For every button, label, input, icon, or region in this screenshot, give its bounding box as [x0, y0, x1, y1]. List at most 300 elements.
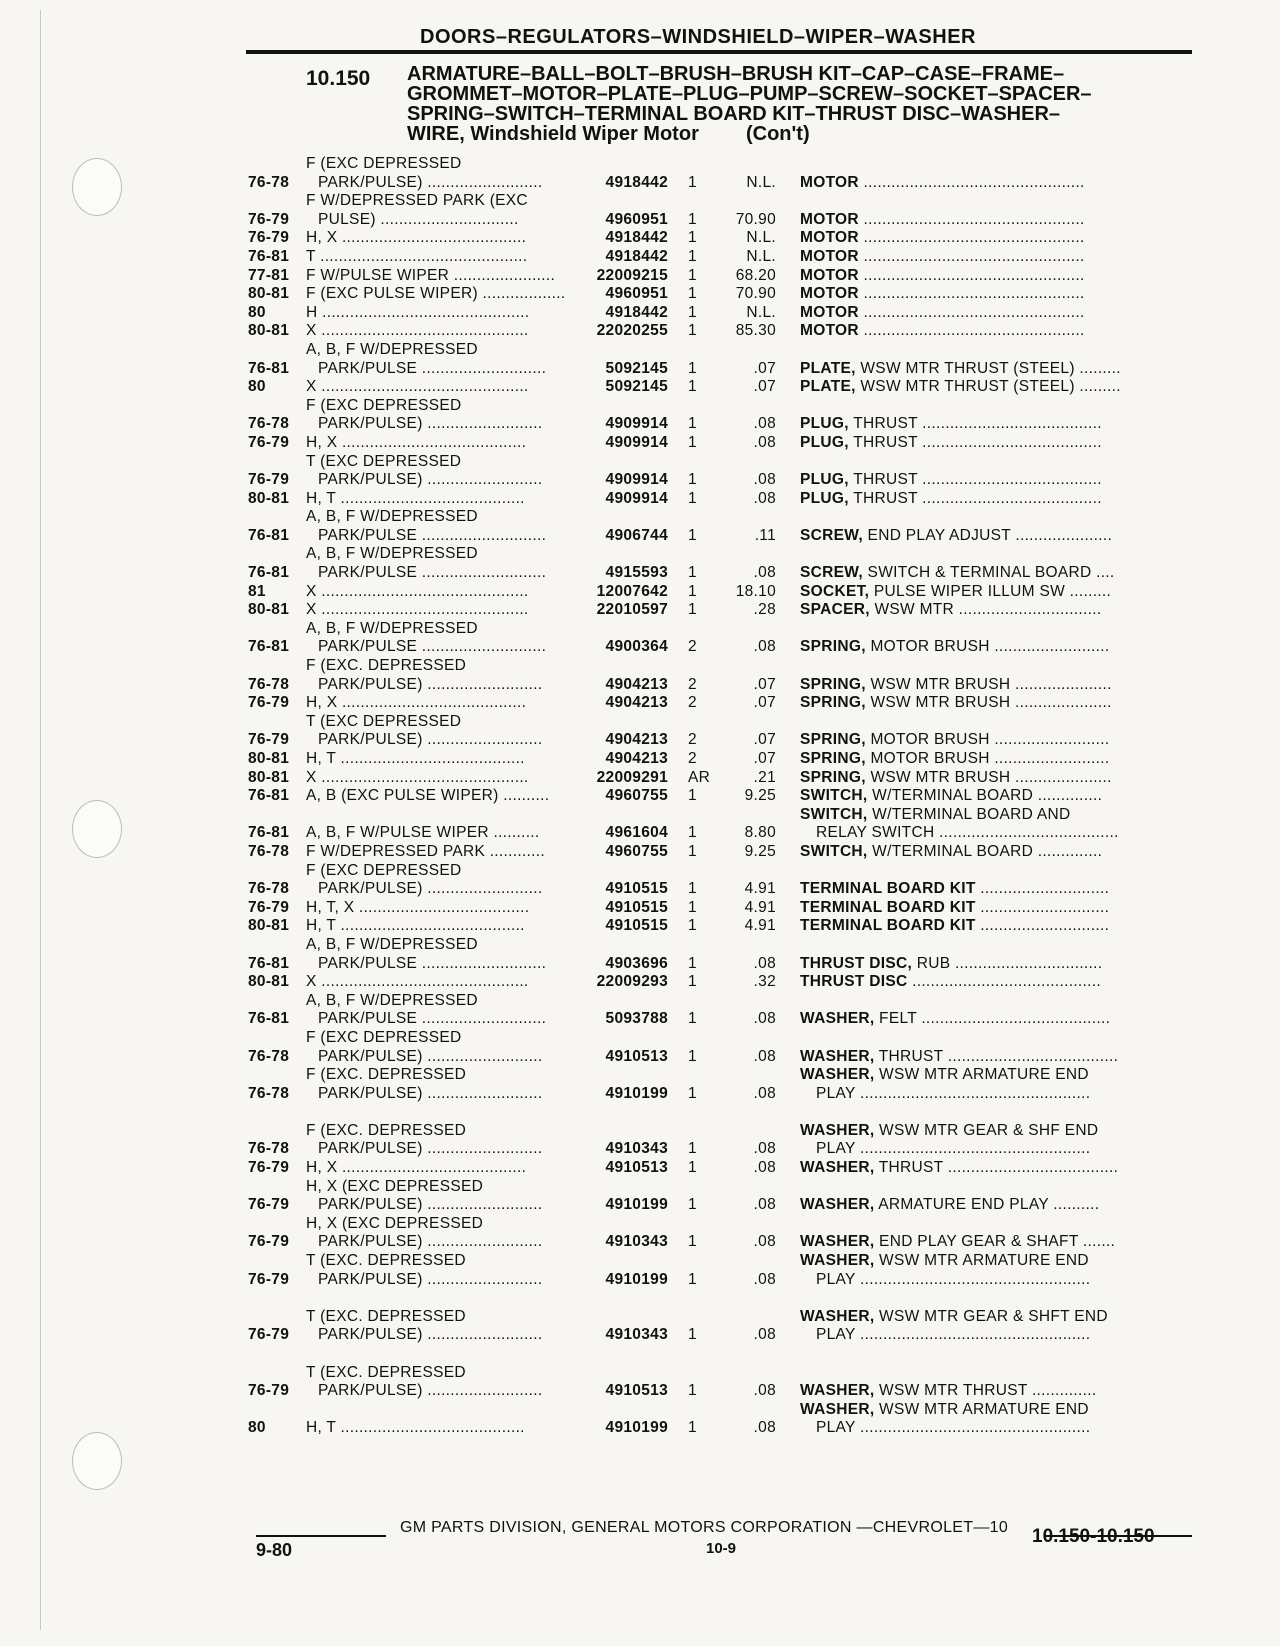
model-years: 76-79 [248, 210, 290, 228]
model-years: 80 [248, 303, 266, 321]
fitment [306, 229, 580, 248]
fitment-text: H, T ........................................ [306, 1419, 525, 1437]
item-detail: PULSE WIPER ILLUM SW ......... [869, 582, 1112, 600]
fitment-text: A, B, F W/DEPRESSED [306, 340, 478, 358]
fitment [306, 713, 580, 750]
fitment-text: T (EXC DEPRESSED [306, 452, 462, 470]
quantity: 1 [688, 266, 697, 284]
fitment-text-cont: PARK/PULSE) ......................... [318, 471, 543, 489]
item-detail: MOTOR BRUSH ......................... [865, 731, 1110, 749]
item-detail: WSW MTR ARMATURE END [874, 1066, 1089, 1084]
part-number: 4960755 [605, 787, 668, 805]
item-name: WASHER, [800, 1252, 875, 1270]
item-detail: WSW MTR ARMATURE END [874, 1252, 1089, 1270]
fitment-text: T (EXC. DEPRESSED [306, 1363, 466, 1381]
model-years: 76-79 [248, 1270, 290, 1288]
quantity: AR [688, 768, 711, 786]
parts-row [248, 229, 1192, 248]
item-description [776, 304, 1178, 323]
fitment-text: X ............................................. [306, 322, 529, 340]
fitment-text-cont: PARK/PULSE) ......................... [318, 1270, 543, 1288]
quantity: 1 [688, 601, 697, 619]
item-name: PLATE, [800, 378, 856, 396]
item-description [776, 955, 1178, 974]
item-name: WASHER, [800, 1159, 875, 1177]
model-years: 76-78 [248, 1140, 290, 1158]
quantity: 1 [688, 303, 697, 321]
fitment [306, 657, 580, 694]
item-name: WASHER, [800, 1066, 875, 1084]
parts-row [248, 192, 1192, 229]
item-name: THRUST DISC [800, 973, 908, 991]
price: .07 [753, 359, 776, 377]
parts-row [248, 917, 1192, 936]
price: .08 [753, 1382, 776, 1400]
item-name: PLUG, [800, 471, 849, 489]
section-title-line [407, 124, 1187, 144]
parts-row [248, 545, 1192, 582]
item-description [776, 1010, 1178, 1029]
parts-row [248, 806, 1192, 843]
quantity: 1 [688, 824, 697, 842]
fitment [306, 787, 580, 806]
model-years: 76-78 [248, 173, 290, 191]
part-number: 4910515 [605, 898, 668, 916]
item-detail: THRUST ....................................... [848, 433, 1102, 451]
parts-row [248, 657, 1192, 694]
fitment-text-cont: PARK/PULSE) ......................... [318, 731, 543, 749]
price: .08 [753, 1140, 776, 1158]
item-description [776, 787, 1178, 806]
item-description [776, 1122, 1178, 1159]
fitment-text: X ............................................. [306, 601, 529, 619]
model-years: 76-78 [248, 1084, 290, 1102]
parts-row [248, 397, 1192, 434]
item-name: TERMINAL BOARD KIT [800, 898, 976, 916]
quantity: 2 [688, 675, 697, 693]
item-name: WASHER, [800, 1047, 875, 1065]
quantity: 1 [688, 1382, 697, 1400]
item-description [776, 880, 1178, 899]
model-years: 76-81 [248, 954, 290, 972]
price: .08 [753, 1326, 776, 1344]
quantity: 1 [688, 1233, 697, 1251]
item-detail: ................................................ [858, 322, 1085, 340]
item-description [776, 1252, 1178, 1289]
fitment-text-cont: PARK/PULSE) ......................... [318, 1233, 543, 1251]
fitment-text: T (EXC DEPRESSED [306, 712, 462, 730]
fitment [306, 843, 580, 862]
item-name: SPRING, [800, 731, 866, 749]
quantity: 1 [688, 1326, 697, 1344]
model-years: 76-78 [248, 1047, 290, 1065]
item-name: MOTOR [800, 247, 859, 265]
parts-row [248, 1066, 1192, 1103]
part-number: 4910199 [605, 1270, 668, 1288]
item-description [776, 750, 1178, 769]
fitment-text: A, B, F W/DEPRESSED [306, 991, 478, 1009]
item-name: SPRING, [800, 694, 866, 712]
model-years: 76-79 [248, 731, 290, 749]
fitment [306, 1252, 580, 1289]
item-name: MOTOR [800, 210, 859, 228]
fitment [306, 750, 580, 769]
quantity: 1 [688, 433, 697, 451]
item-detail: ................................................ [858, 303, 1085, 321]
item-description [776, 899, 1178, 918]
item-name: SCREW, [800, 526, 863, 544]
item-description [776, 806, 1178, 843]
fitment [306, 1419, 580, 1438]
item-name: WASHER, [800, 1233, 875, 1251]
price: .08 [753, 1270, 776, 1288]
item-description [776, 434, 1178, 453]
part-number: 4910513 [605, 1047, 668, 1065]
fitment [306, 397, 580, 434]
item-detail: WSW MTR BRUSH ..................... [865, 694, 1112, 712]
item-description [776, 1233, 1178, 1252]
fitment [306, 769, 580, 788]
fitment [306, 155, 580, 192]
part-number: 4909914 [605, 433, 668, 451]
parts-row [248, 322, 1192, 341]
item-name: WASHER, [800, 1121, 875, 1139]
fitment-text: F (EXC DEPRESSED [306, 396, 462, 414]
quantity: 1 [688, 173, 697, 191]
fitment [306, 862, 580, 899]
quantity: 1 [688, 247, 697, 265]
item-detail: WSW MTR THRUST .............. [874, 1382, 1097, 1400]
item-detail: WSW MTR BRUSH ..................... [865, 675, 1112, 693]
price: .08 [753, 433, 776, 451]
part-number: 5092145 [605, 378, 668, 396]
part-number: 4915593 [605, 564, 668, 582]
model-years: 76-81 [248, 359, 290, 377]
item-description [776, 973, 1178, 992]
part-number: 22010597 [596, 601, 668, 619]
parts-row [248, 248, 1192, 267]
model-years: 80-81 [248, 322, 290, 340]
item-detail: END PLAY ADJUST ..................... [862, 526, 1113, 544]
price: .08 [753, 489, 776, 507]
fitment [306, 545, 580, 582]
part-number: 22009293 [596, 973, 668, 991]
item-description [776, 360, 1178, 379]
fitment-text-cont: PARK/PULSE ........................... [318, 526, 547, 544]
item-description [776, 471, 1178, 490]
quantity: 1 [688, 973, 697, 991]
fitment-text: F (EXC PULSE WIPER) .................. [306, 285, 566, 303]
model-years: 80-81 [248, 489, 290, 507]
price: .21 [753, 768, 776, 786]
price: .08 [753, 638, 776, 656]
fitment-text: H, X (EXC DEPRESSED [306, 1214, 484, 1232]
model-years: 76-79 [248, 1326, 290, 1344]
fitment-text: T ............................................. [306, 247, 528, 265]
quantity: 1 [688, 359, 697, 377]
model-years: 76-81 [248, 1010, 290, 1028]
item-name: THRUST DISC, [800, 954, 913, 972]
model-years: 76-81 [248, 564, 290, 582]
item-name: SPRING, [800, 675, 866, 693]
fitment-text: F W/PULSE WIPER ...................... [306, 266, 556, 284]
price: .08 [753, 954, 776, 972]
price: .08 [753, 471, 776, 489]
price: .07 [753, 675, 776, 693]
item-name: SCREW, [800, 564, 863, 582]
part-number: 4903696 [605, 954, 668, 972]
item-detail-cont: PLAY .................................................. [816, 1084, 1091, 1102]
price: 68.20 [735, 266, 776, 284]
item-detail-cont: PLAY .................................................. [816, 1270, 1091, 1288]
quantity: 1 [688, 582, 697, 600]
fitment-text-cont: PARK/PULSE) ......................... [318, 1140, 543, 1158]
quantity: 1 [688, 1419, 697, 1437]
model-years: 76-79 [248, 694, 290, 712]
price: .11 [754, 526, 776, 544]
model-years: 76-78 [248, 842, 290, 860]
binder-hole-middle [72, 800, 122, 858]
item-detail: MOTOR BRUSH ......................... [865, 750, 1110, 767]
item-detail: ................................................ [858, 285, 1085, 303]
item-detail: WSW MTR GEAR & SHFT END [874, 1307, 1108, 1325]
item-description [776, 731, 1178, 750]
item-name: SOCKET, [800, 582, 870, 600]
parts-row [248, 862, 1192, 899]
part-number: 4904213 [605, 694, 668, 712]
price: .07 [753, 694, 776, 712]
item-detail: THRUST ..................................... [874, 1047, 1119, 1065]
fitment [306, 434, 580, 453]
part-number: 4918442 [605, 173, 668, 191]
fitment-text: H ............................................. [306, 303, 530, 321]
item-description [776, 769, 1178, 788]
fitment [306, 1308, 580, 1345]
item-detail: ................................................ [858, 210, 1085, 228]
part-number: 4960951 [605, 210, 668, 228]
fitment-text-cont: PARK/PULSE ........................... [318, 1010, 547, 1028]
model-years: 80 [248, 1419, 266, 1437]
section-number: 10.150 [306, 67, 371, 90]
part-number: 4960755 [605, 842, 668, 860]
item-detail: ................................................ [858, 247, 1085, 265]
fitment-text-cont: PARK/PULSE ........................... [318, 359, 547, 377]
fitment [306, 917, 580, 936]
model-years: 76-79 [248, 1382, 290, 1400]
fitment [306, 1215, 580, 1252]
quantity: 1 [688, 842, 697, 860]
model-years: 80-81 [248, 973, 290, 991]
parts-row [248, 453, 1192, 490]
item-description [776, 917, 1178, 936]
price: .28 [753, 601, 776, 619]
model-years: 80-81 [248, 750, 290, 767]
price: .08 [753, 1084, 776, 1102]
item-name: WASHER, [800, 1382, 875, 1400]
item-detail: FELT ......................................... [874, 1010, 1111, 1028]
quantity: 2 [688, 750, 697, 767]
fitment [306, 1122, 580, 1159]
item-description [776, 527, 1178, 546]
model-years: 76-78 [248, 415, 290, 433]
item-description [776, 211, 1178, 230]
part-number: 5093788 [605, 1010, 668, 1028]
item-description [776, 564, 1178, 583]
quantity: 1 [688, 1270, 697, 1288]
parts-row [248, 713, 1192, 750]
model-years: 76-79 [248, 229, 290, 247]
price: 4.91 [744, 917, 776, 935]
part-number: 22020255 [596, 322, 668, 340]
quantity: 2 [688, 638, 697, 656]
price: N.L. [746, 303, 776, 321]
part-number: 4909914 [605, 471, 668, 489]
fitment [306, 824, 580, 843]
item-name: WASHER, [800, 1010, 875, 1028]
model-years: 76-78 [248, 880, 290, 898]
part-number: 4909914 [605, 489, 668, 507]
footer-rule-left [256, 1535, 386, 1537]
parts-row [248, 490, 1192, 509]
fitment-text: T (EXC. DEPRESSED [306, 1252, 466, 1270]
footer-section-range: 10.150-10.150 [1032, 1526, 1155, 1547]
parts-row [248, 285, 1192, 304]
fitment [306, 1159, 580, 1178]
quantity: 1 [688, 880, 697, 898]
parts-row [248, 1401, 1192, 1438]
model-years: 76-81 [248, 247, 290, 265]
price: 8.80 [744, 824, 776, 842]
model-years: 80-81 [248, 285, 290, 303]
item-description [776, 1066, 1178, 1103]
item-detail: W/TERMINAL BOARD AND [867, 805, 1071, 823]
part-number: 22009291 [596, 768, 668, 786]
parts-row [248, 973, 1192, 992]
quantity: 1 [688, 1196, 697, 1214]
fitment-text: H, X (EXC DEPRESSED [306, 1177, 484, 1195]
item-detail: W/TERMINAL BOARD .............. [867, 842, 1103, 860]
price: .08 [753, 1159, 776, 1177]
item-detail-cont: PLAY .................................................. [816, 1326, 1091, 1344]
fitment [306, 936, 580, 973]
price: 18.10 [735, 582, 776, 600]
item-name: SPRING, [800, 750, 866, 767]
quantity: 1 [688, 229, 697, 247]
parts-row [248, 1159, 1192, 1178]
model-years: 80-81 [248, 768, 290, 786]
item-name: PLUG, [800, 433, 849, 451]
parts-row [248, 1252, 1192, 1289]
model-years: 80 [248, 378, 266, 396]
item-name: MOTOR [800, 173, 859, 191]
item-detail: WSW MTR THRUST (STEEL) ......... [855, 378, 1121, 396]
part-number: 4910343 [605, 1233, 668, 1251]
item-name: MOTOR [800, 266, 859, 284]
quantity: 1 [688, 210, 697, 228]
section-title [407, 64, 1187, 144]
part-number: 4918442 [605, 247, 668, 265]
binder-hole-bottom [72, 1432, 122, 1490]
fitment-text: A, B (EXC PULSE WIPER) .......... [306, 787, 550, 805]
item-detail-cont: RELAY SWITCH ....................................... [816, 824, 1119, 842]
price: 70.90 [735, 285, 776, 303]
part-number: 4910343 [605, 1140, 668, 1158]
item-description [776, 285, 1178, 304]
fitment [306, 192, 580, 229]
model-years: 76-79 [248, 898, 290, 916]
item-name: SPRING, [800, 638, 866, 656]
footer-page-number: 10-9 [706, 1540, 737, 1557]
fitment-text: A, B, F W/PULSE WIPER .......... [306, 824, 540, 842]
fitment [306, 490, 580, 509]
fitment-text-cont: PULSE) .............................. [318, 210, 519, 228]
section-title-cont: (Con't) [745, 123, 810, 145]
item-name: TERMINAL BOARD KIT [800, 917, 976, 935]
price: 4.91 [744, 898, 776, 916]
item-detail: SWITCH & TERMINAL BOARD .... [862, 564, 1115, 582]
model-years: 76-79 [248, 433, 290, 451]
item-name: MOTOR [800, 322, 859, 340]
item-detail: THRUST ....................................... [848, 415, 1102, 433]
fitment [306, 341, 580, 378]
item-name: WASHER, [800, 1400, 875, 1418]
quantity: 1 [688, 1010, 697, 1028]
item-description [776, 1196, 1178, 1215]
left-margin-line [40, 10, 41, 1630]
part-number: 4904213 [605, 675, 668, 693]
fitment-text: X ............................................. [306, 768, 529, 786]
quantity: 1 [688, 471, 697, 489]
item-detail: ................................................ [858, 173, 1085, 191]
item-detail: W/TERMINAL BOARD .............. [867, 787, 1103, 805]
part-number: 4918442 [605, 303, 668, 321]
fitment-text-cont: PARK/PULSE) ......................... [318, 415, 543, 433]
quantity: 1 [688, 1159, 697, 1177]
item-name: PLUG, [800, 489, 849, 507]
item-description [776, 583, 1178, 602]
fitment [306, 992, 580, 1029]
quantity: 1 [688, 564, 697, 582]
fitment-text: F (EXC DEPRESSED [306, 155, 462, 172]
part-number: 4961604 [605, 824, 668, 842]
part-number: 4910199 [605, 1084, 668, 1102]
item-description [776, 694, 1178, 713]
part-number: 4910199 [605, 1196, 668, 1214]
item-detail: MOTOR BRUSH ......................... [865, 638, 1110, 656]
model-years: 80-81 [248, 917, 290, 935]
parts-row [248, 601, 1192, 620]
item-description [776, 1382, 1178, 1401]
price: .08 [753, 1419, 776, 1437]
part-number: 4910513 [605, 1159, 668, 1177]
fitment-text-cont: PARK/PULSE) ......................... [318, 1047, 543, 1065]
item-description [776, 248, 1178, 267]
parts-row [248, 341, 1192, 378]
parts-row [248, 508, 1192, 545]
price: 4.91 [744, 880, 776, 898]
item-detail-cont: PLAY .................................................. [816, 1140, 1091, 1158]
quantity: 1 [688, 526, 697, 544]
item-detail: END PLAY GEAR & SHAFT ....... [874, 1233, 1116, 1251]
fitment-text: X ............................................. [306, 973, 529, 991]
item-name: SWITCH, [800, 805, 868, 823]
quantity: 1 [688, 1140, 697, 1158]
item-description [776, 378, 1178, 397]
part-number: 4910343 [605, 1326, 668, 1344]
parts-row [248, 304, 1192, 323]
item-detail: THRUST ....................................... [848, 471, 1102, 489]
fitment-text: H, X ........................................ [306, 229, 527, 247]
